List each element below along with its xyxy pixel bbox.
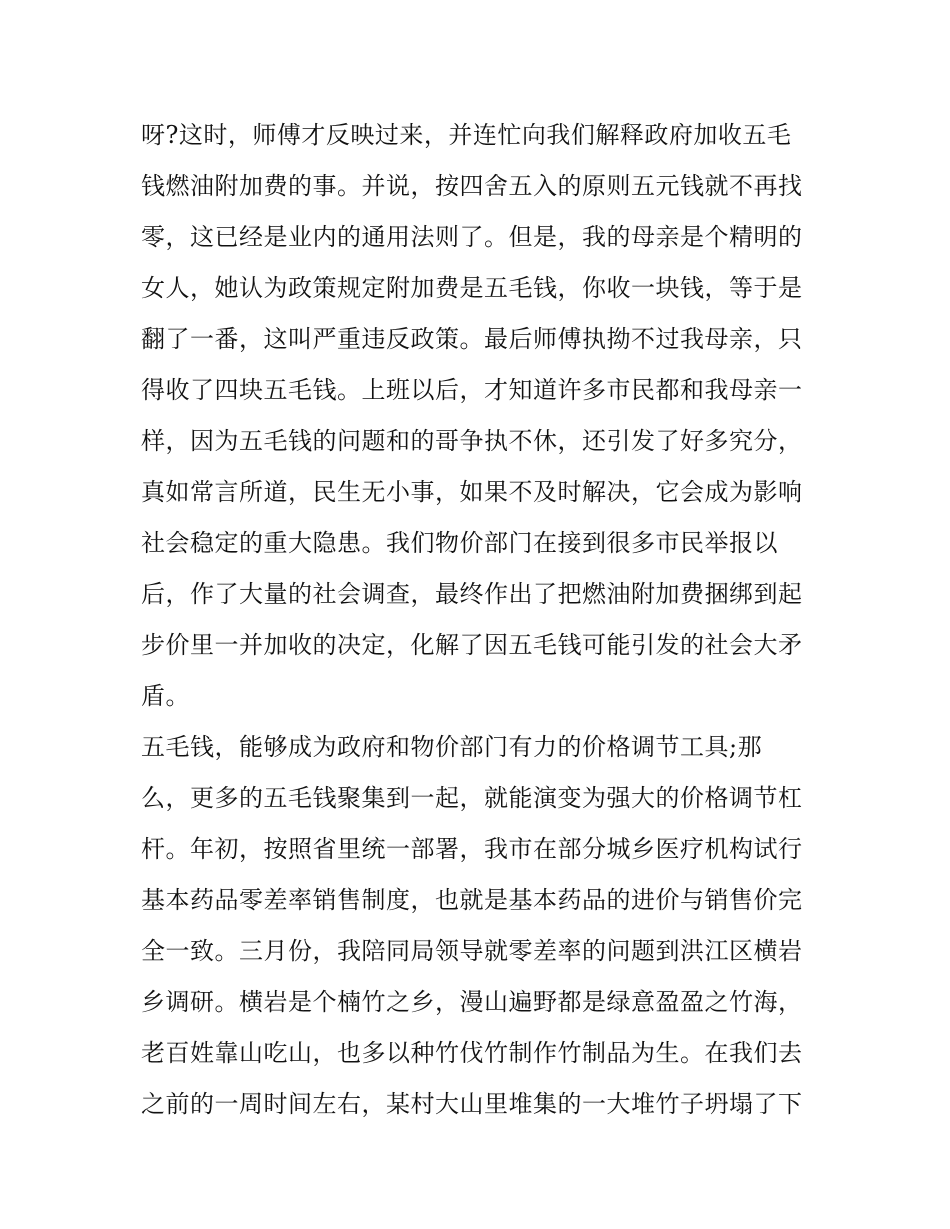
text-line-9: 社会稳定的重大隐患。我们物价部门在接到很多市民举报以 [141,529,778,557]
text-line-18: 乡调研。横岩是个楠竹之乡，漫山遍野都是绿意盈盈之竹海， [141,988,803,1016]
text-line-10: 后，作了大量的社会调查，最终作出了把燃油附加费捆绑到起 [141,580,803,608]
text-line-15: 杆。年初，按照省里统一部署，我市在部分城乡医疗机构试行 [141,835,803,863]
text-line-5: 翻了一番，这叫严重违反政策。最后师傅执拗不过我母亲，只 [141,325,803,353]
text-line-6: 得收了四块五毛钱。上班以后，才知道许多市民都和我母亲一 [141,376,803,404]
text-line-17: 全一致。三月份，我陪同局领导就零差率的问题到洪江区横岩 [141,937,803,965]
text-line-2: 钱燃油附加费的事。并说，按四舍五入的原则五元钱就不再找 [141,172,803,200]
body-text [141,110,821,1130]
text-line-4: 女人，她认为政策规定附加费是五毛钱，你收一块钱，等于是 [141,274,803,302]
text-line-19: 老百姓靠山吃山，也多以种竹伐竹制作竹制品为生。在我们去 [141,1039,803,1067]
text-line-3: 零，这已经是业内的通用法则了。但是，我的母亲是个精明的 [141,223,803,251]
text-line-13: 五毛钱，能够成为政府和物价部门有力的价格调节工具;那 [141,733,763,761]
text-line-16: 基本药品零差率销售制度，也就是基本药品的进价与销售价完 [141,886,803,914]
text-line-20: 之前的一周时间左右，某村大山里堆集的一大堆竹子坍塌了下 [141,1090,803,1118]
text-line-12: 盾。 [141,682,190,710]
text-line-8: 真如常言所道，民生无小事，如果不及时解决，它会成为影响 [141,478,803,506]
text-line-14: 么，更多的五毛钱聚集到一起，就能演变为强大的价格调节杠 [141,784,803,812]
text-line-1: 呀?这时，师傅才反映过来，并连忙向我们解释政府加收五毛 [141,121,792,149]
text-line-11: 步价里一并加收的决定，化解了因五毛钱可能引发的社会大矛 [141,631,803,659]
text-line-7: 样，因为五毛钱的问题和的哥争执不休，还引发了好多究分， [141,427,803,455]
